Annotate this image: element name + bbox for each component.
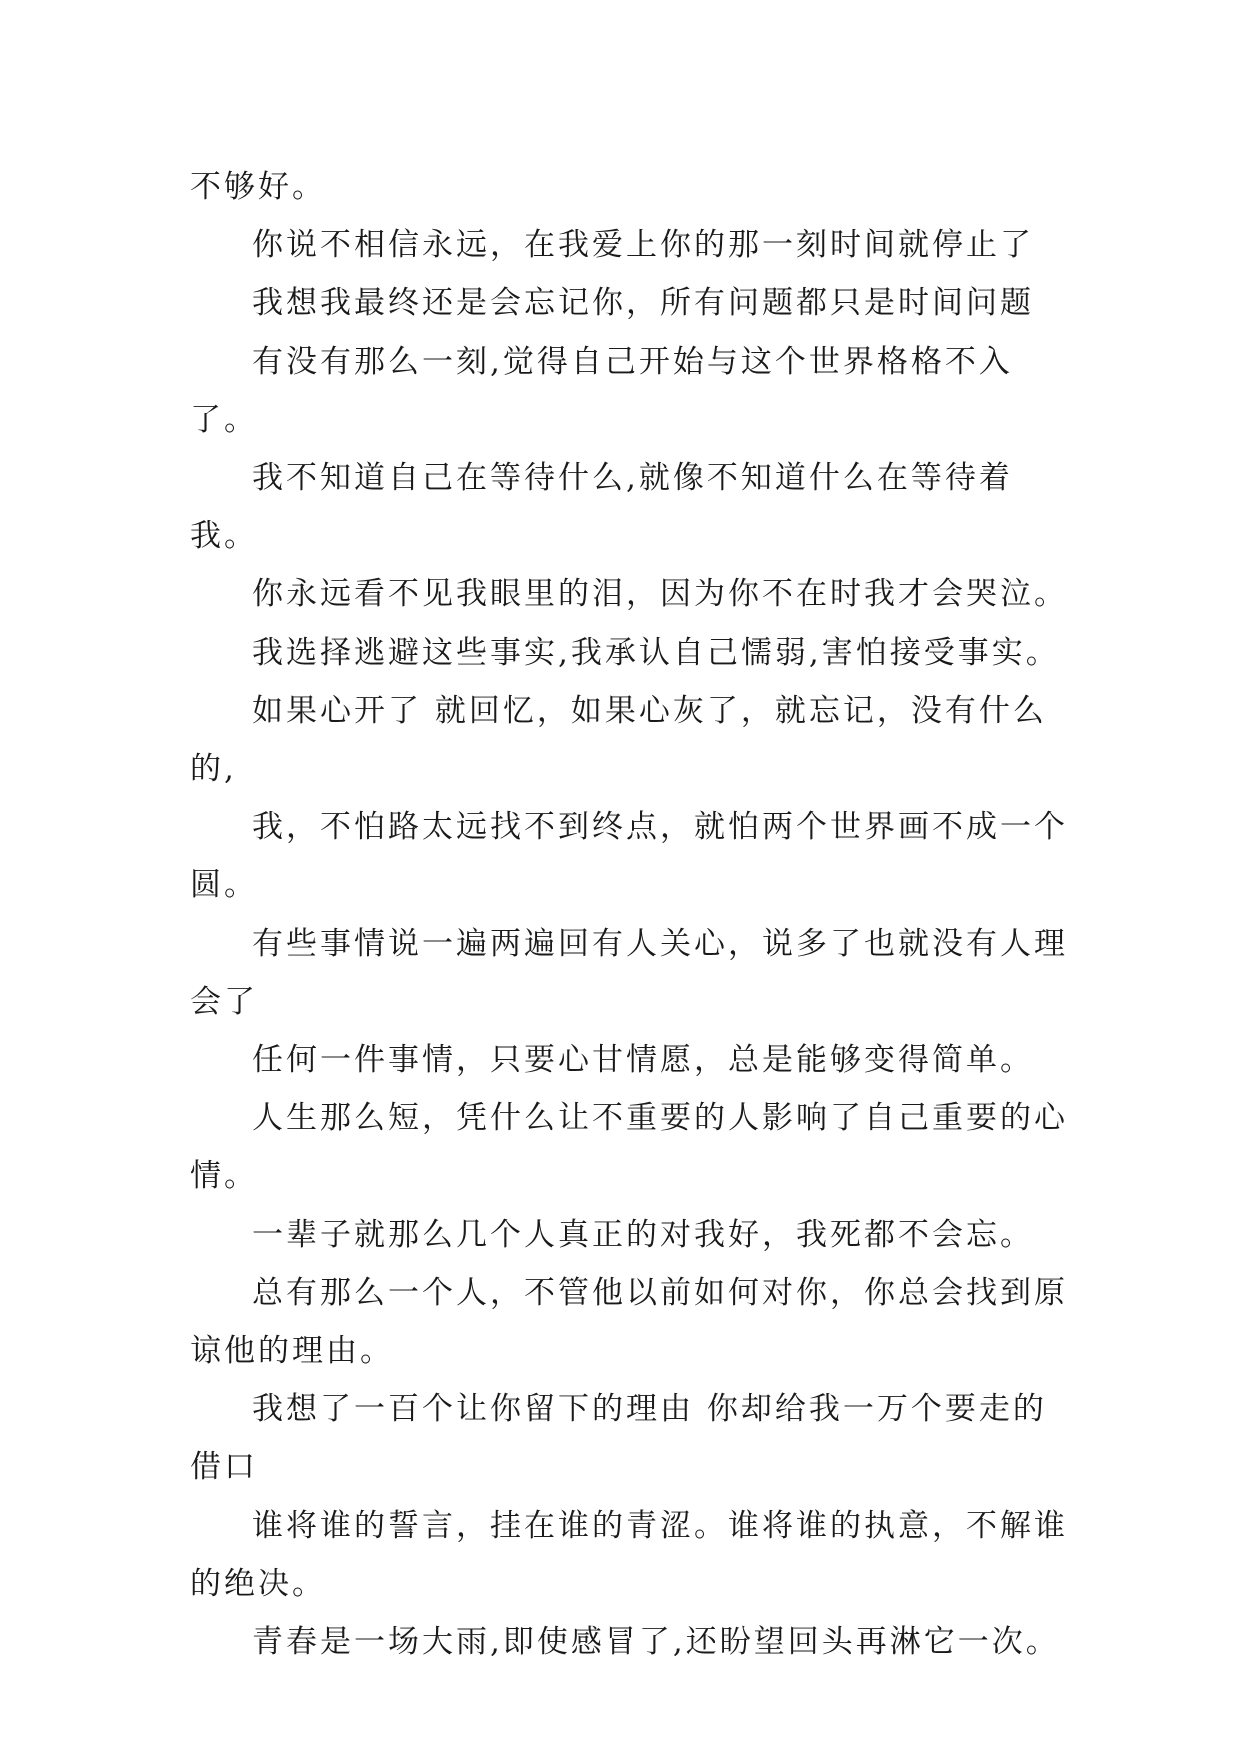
paragraph: 我想我最终还是会忘记你，所有问题都只是时间问题 bbox=[252, 285, 1034, 322]
paragraph: 你永远看不见我眼里的泪，因为你不在时我才会哭泣。 bbox=[252, 576, 1068, 613]
paragraph: 我选择逃避这些事实,我承认自己懦弱,害怕接受事实。 bbox=[252, 634, 1060, 671]
paragraph: 我不知道自己在等待什么,就像不知道什么在等待着我。 bbox=[190, 460, 1013, 555]
paragraph: 总有那么一个人，不管他以前如何对你，你总会找到原谅他的理由。 bbox=[190, 1274, 1068, 1370]
paragraph: 我想了一百个让你留下的理由 你却给我一万个要走的借口 bbox=[190, 1391, 1047, 1486]
paragraph: 如果心开了 就回忆，如果心灰了，就忘记，没有什么的, bbox=[190, 692, 1047, 788]
paragraph: 不够好。 bbox=[190, 169, 326, 205]
document-body bbox=[190, 158, 1070, 1671]
paragraph: 青春是一场大雨,即使感冒了,还盼望回头再淋它一次。 bbox=[252, 1624, 1060, 1661]
paragraph: 一辈子就那么几个人真正的对我好，我死都不会忘。 bbox=[252, 1216, 1034, 1253]
paragraph: 人生那么短，凭什么让不重要的人影响了自己重要的心情。 bbox=[190, 1100, 1068, 1195]
paragraph: 有没有那么一刻,觉得自己开始与这个世界格格不入了。 bbox=[190, 343, 1013, 438]
paragraph: 谁将谁的誓言，挂在谁的青涩。谁将谁的执意，不解谁的绝决。 bbox=[190, 1507, 1068, 1602]
paragraph: 你说不相信永远，在我爱上你的那一刻时间就停止了 bbox=[252, 227, 1034, 264]
paragraph: 有些事情说一遍两遍回有人关心，说多了也就没有人理会了 bbox=[190, 925, 1068, 1020]
paragraph: 我，不怕路太远找不到终点，就怕两个世界画不成一个圆。 bbox=[190, 809, 1068, 904]
paragraph: 任何一件事情，只要心甘情愿，总是能够变得简单。 bbox=[252, 1042, 1034, 1079]
